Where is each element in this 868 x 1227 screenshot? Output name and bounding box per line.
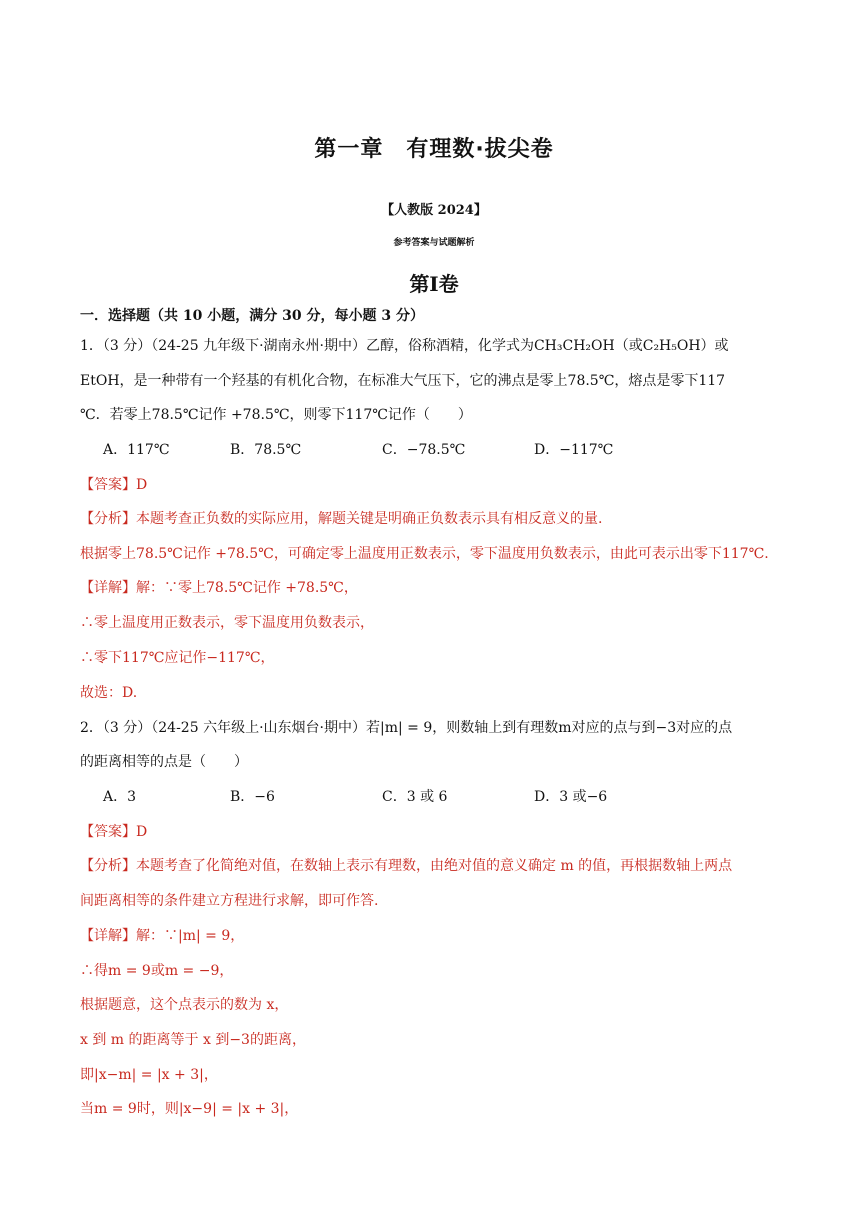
q2-detail-line4: x 到 m 的距离等于 x 到−3的距离， [80,1032,306,1048]
q1-detail-line2: ∴零上温度用正数表示，零下温度用负数表示， [80,615,374,631]
q2-detail-line2: ∴得m = 9或m = −9， [80,963,234,979]
q1-answer: 【答案】D [80,477,148,493]
section-heading: 一．选择题（共 10 小题，满分 30 分，每小题 3 分） [80,308,424,324]
q1-detail-line4: 故选：D. [80,685,138,701]
q1-stem-line1: 1．（3 分）（24-25 九年级下·湖南永州·期中）乙醇，俗称酒精，化学式为CH₃CH₂OH（或C₂H₅OH）或 [80,338,729,354]
q1-stem-line2: EtOH，是一种带有一个羟基的有机化合物，在标准大气压下，它的沸点是零上78.5℃，熔点是零下117 [80,373,726,389]
q2-analysis-line1: 【分析】本题考查了化简绝对值，在数轴上表示有理数，由绝对值的意义确定 m 的值，再根据数轴上两点 [80,858,733,874]
q2-answer: 【答案】D [80,824,148,840]
q2-option-d: D．3 或−6 [534,789,608,805]
q1-option-b: B．78.5℃ [230,442,302,458]
subtitle: 参考答案与试题解析 [393,238,475,248]
q2-option-b: B．−6 [230,789,275,805]
q2-detail-line5: 即|x−m| = |x + 3|， [80,1067,218,1083]
volume-heading: 第Ⅰ卷 [409,272,459,296]
q1-option-c: C．−78.5℃ [382,442,466,458]
edition-label: 【人教版 2024】 [381,203,487,218]
q1-analysis-line2: 根据零上78.5℃记作 +78.5℃，可确定零上温度用正数表示，零下温度用负数表示，由此可表示出零下117℃. [80,546,769,562]
q2-option-a: A．3 [103,789,137,805]
q1-stem-line3: ℃．若零上78.5℃记作 +78.5℃，则零下117℃记作（ ） [80,407,472,423]
q2-detail-line6: 当m = 9时，则|x−9| = |x + 3|， [80,1101,299,1117]
q2-detail-line3: 根据题意，这个点表示的数为 x， [80,997,289,1013]
q1-detail-line1: 【详解】解：∵零上78.5℃记作 +78.5℃， [80,580,358,596]
q1-analysis-line1: 【分析】本题考查正负数的实际应用，解题关键是明确正负数表示具有相反意义的量. [80,511,603,527]
q1-detail-line3: ∴零下117℃应记作−117℃， [80,650,275,666]
document-title: 第一章 有理数·拔尖卷 [314,137,554,162]
q2-detail-line1: 【详解】解：∵|m| = 9， [80,928,245,944]
q2-option-c: C．3 或 6 [382,789,448,805]
q2-stem-line1: 2．（3 分）（24-25 六年级上·山东烟台·期中）若|m| = 9，则数轴上到有理数m对应的点与到−3对应的点 [80,720,733,736]
q1-option-d: D．−117℃ [534,442,614,458]
q2-analysis-line2: 间距离相等的条件建立方程进行求解，即可作答. [80,893,379,909]
q2-stem-line2: 的距离相等的点是（ ） [80,754,248,770]
q1-option-a: A．117℃ [103,442,170,458]
